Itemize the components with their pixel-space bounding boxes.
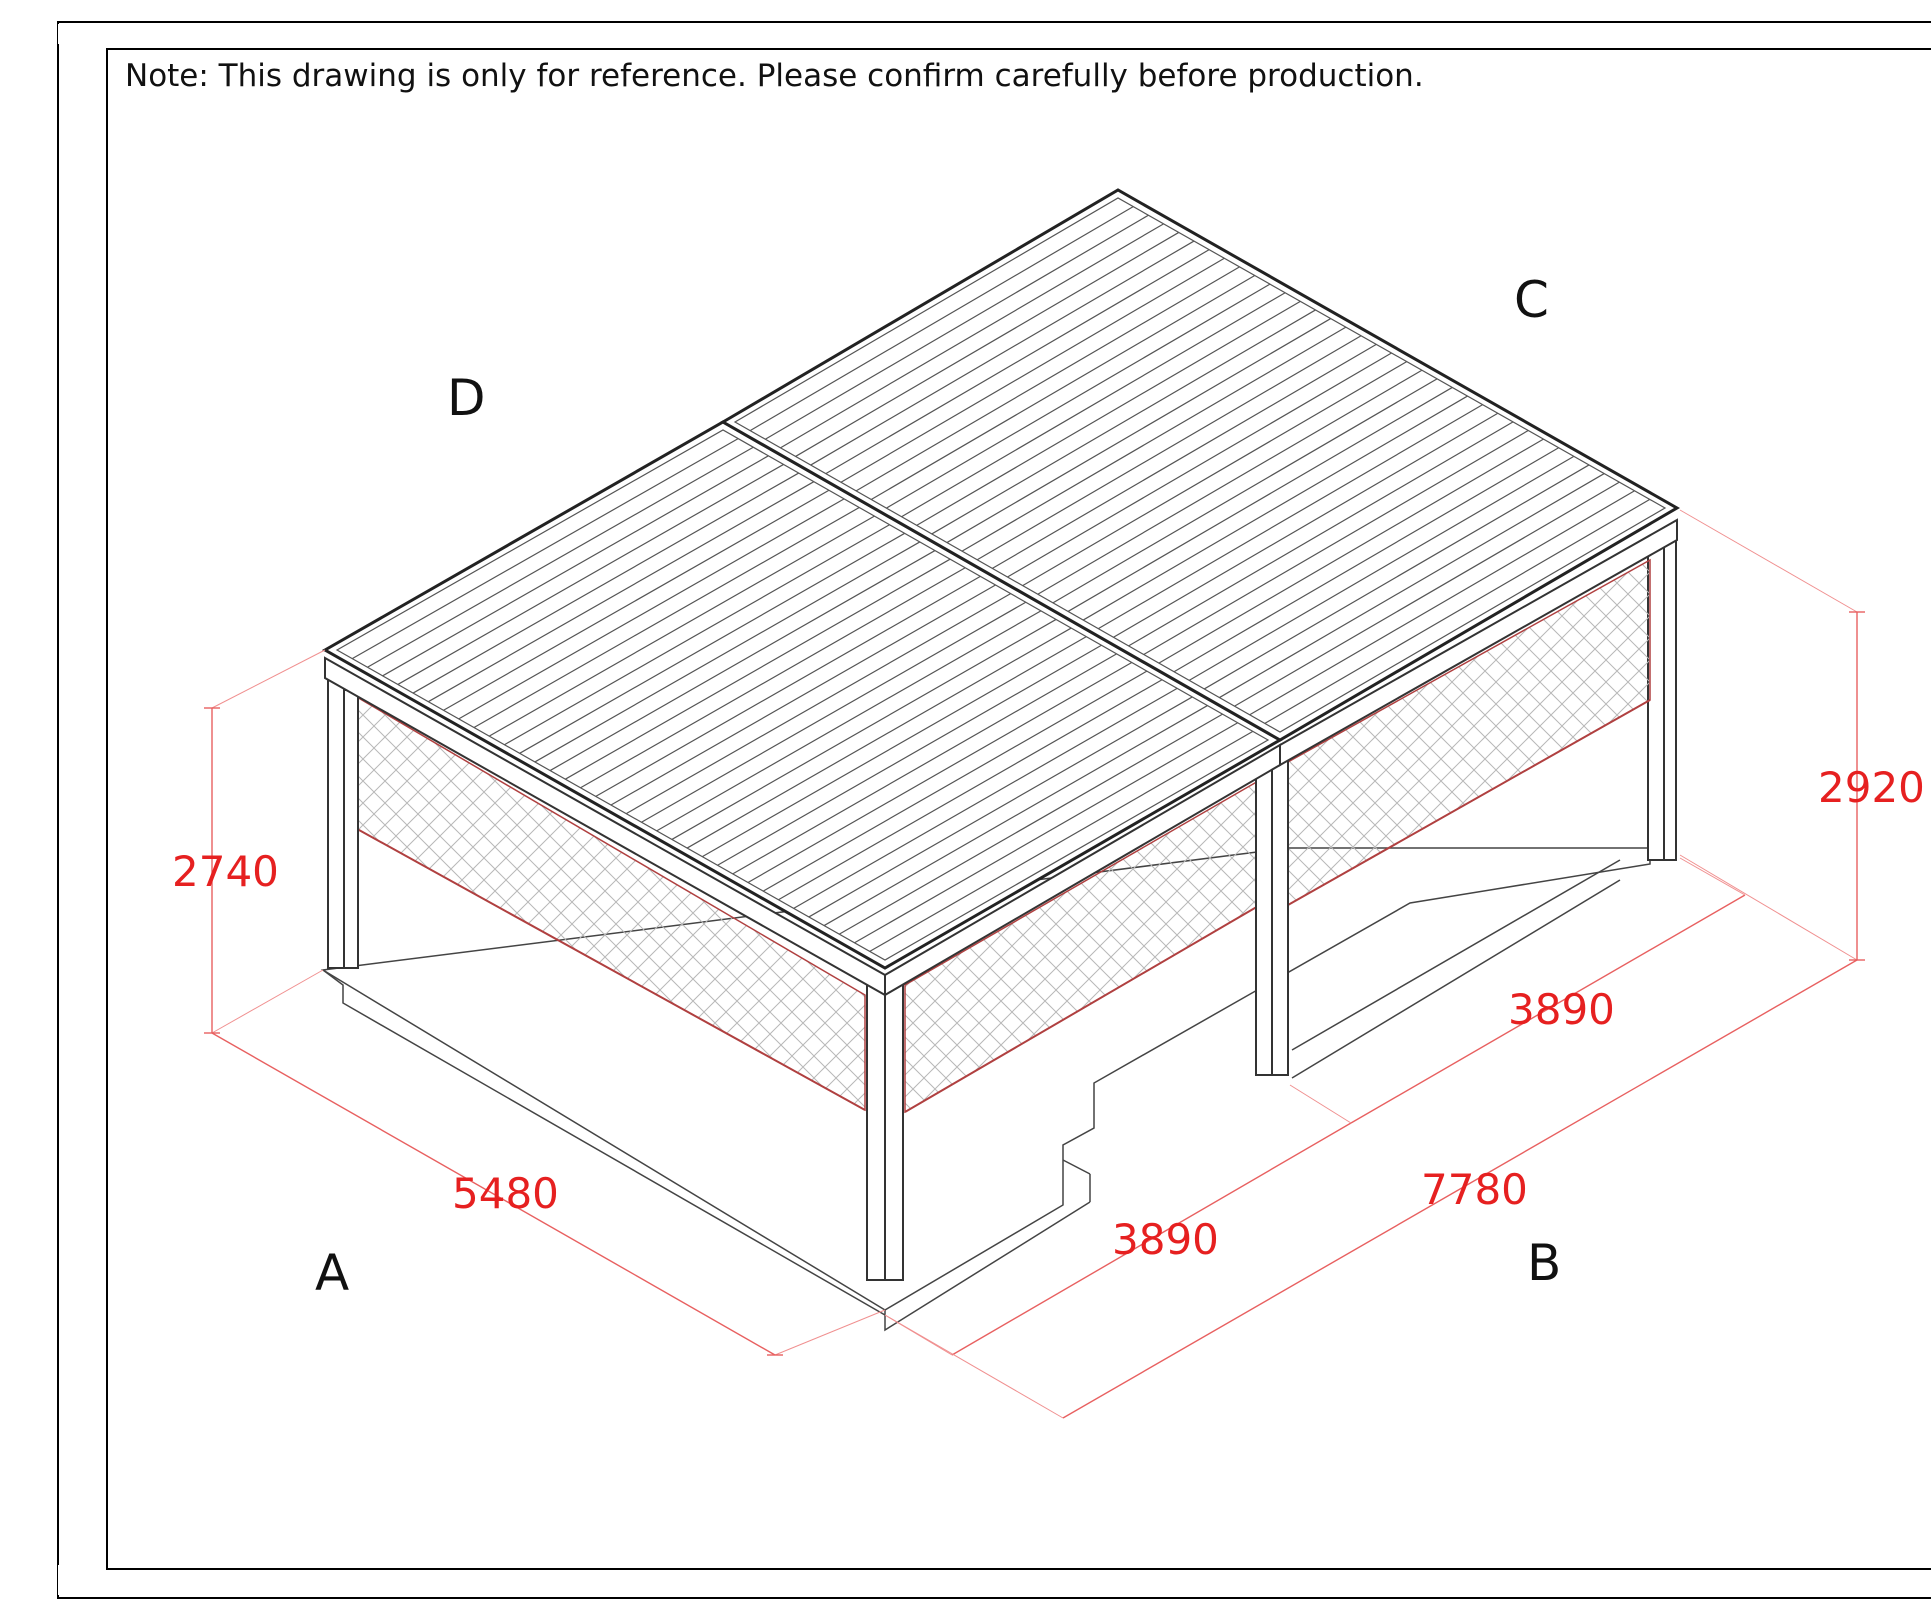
side-label-c: C (1514, 271, 1549, 329)
post-front-corner (867, 985, 903, 1280)
post-middle (1256, 760, 1288, 1075)
rear-posts (1648, 530, 1676, 860)
dimension-total-width: 7780 (1421, 1165, 1528, 1214)
dimension-height-right: 2920 (1818, 763, 1925, 812)
post-left-corner (328, 678, 358, 968)
dimension-module-back: 3890 (1508, 985, 1615, 1034)
dimension-depth: 5480 (452, 1169, 559, 1218)
side-label-a: A (315, 1244, 350, 1302)
reference-note: Note: This drawing is only for reference. Please confirm carefully before production. (125, 58, 1424, 94)
frame-mask-top (58, 24, 100, 44)
side-label-d: D (447, 369, 486, 427)
side-label-b: B (1527, 1234, 1562, 1292)
frame-mask (58, 1565, 100, 1595)
dimension-height-left: 2740 (172, 847, 279, 896)
dimension-module-front: 3890 (1112, 1215, 1219, 1264)
